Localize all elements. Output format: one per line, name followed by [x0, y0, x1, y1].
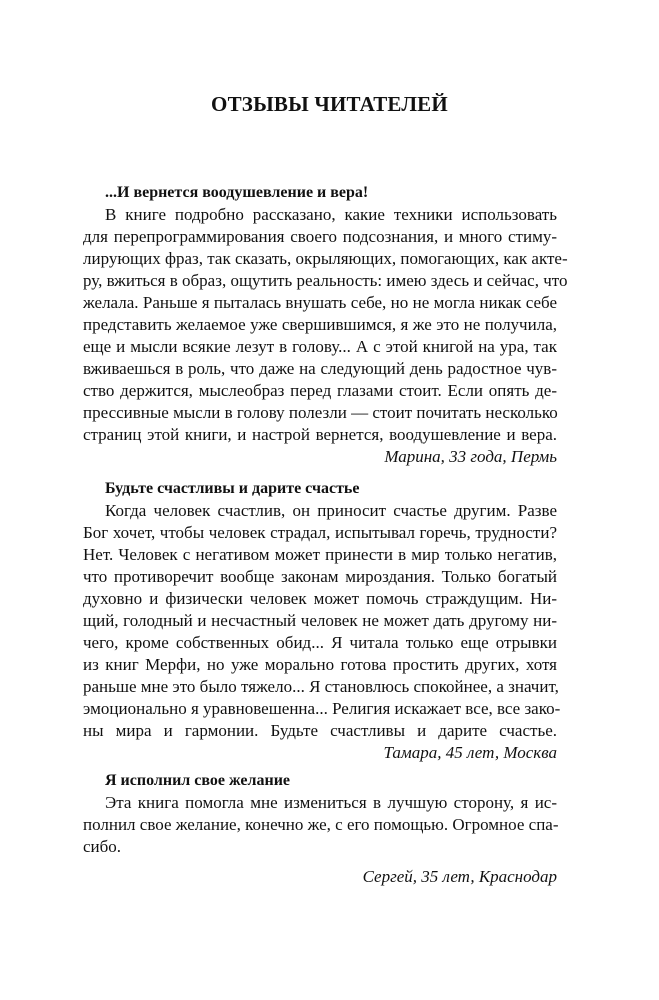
review-line: Нет. Человек с негативом может принести в мир только негатив,	[83, 545, 557, 564]
review-line: Когда человек счастлив, он приносит счастье другим. Разве	[105, 501, 557, 520]
review-line: В книге подробно рассказано, какие техники использовать	[105, 205, 557, 224]
review-line: для перепрограммирования своего подсознания, и много стиму-	[83, 227, 557, 246]
review-line: ны мира и гармонии. Будьте счастливы и дарите счастье.	[83, 721, 557, 740]
review-line: что противоречит вообще законам мироздания. Только богатый	[83, 567, 557, 586]
review-line: представить желаемое уже свершившимся, я же это не получила,	[83, 315, 557, 334]
review-line: вживаешься в роль, что даже на следующий день радостное чув-	[83, 359, 557, 378]
review-2	[83, 478, 561, 764]
review-line: эмоционально я уравновешенна... Религия искажает все, все зако-	[83, 699, 561, 718]
review-signature: Марина, 33 года, Пермь	[384, 447, 557, 466]
review-line: ру, вжиться в образ, ощутить реальность: имею здесь и сейчас, что	[83, 271, 568, 290]
review-line: еще и мысли всякие лезут в голову... А с этой книгой на ура, так	[83, 337, 557, 356]
review-line: желала. Раньше я пыталась внушать себе, но не могла никак себе	[83, 293, 557, 312]
review-heading: Будьте счастливы и дарите счастье	[105, 480, 360, 497]
review-line: чего, кроме собственных обид... Я читала только еще отрывки	[83, 633, 557, 652]
review-line: полнил свое желание, конечно же, с его помощью. Огромное спа-	[83, 815, 559, 834]
page-title: ОТЗЫВЫ ЧИТАТЕЛЕЙ	[211, 92, 448, 116]
review-line: духовно и физически человек может помочь страждущим. Ни-	[83, 589, 557, 608]
review-1	[83, 182, 568, 468]
review-signature: Тамара, 45 лет, Москва	[383, 743, 557, 762]
review-heading: Я исполнил свое желание	[105, 772, 291, 789]
review-line: Бог хочет, чтобы человек страдал, испытывал горечь, трудности?	[83, 523, 557, 542]
review-3	[83, 770, 557, 888]
review-line: щий, голодный и несчастный человек не может дать другому ни-	[83, 611, 557, 630]
review-heading: ...И вернется воодушевление и вера!	[105, 184, 369, 201]
review-line: лирующих фраз, так сказать, окрыляющих, помогающих, как акте-	[83, 249, 568, 268]
review-line: прессивные мысли в голову полезли — стоит почитать несколько	[83, 403, 558, 422]
review-line: страниц этой книги, и настрой вернется, воодушевление и вера.	[83, 425, 557, 444]
review-line: раньше мне это было тяжело... Я становлюсь спокойнее, а значит,	[83, 677, 559, 696]
review-line: ство держится, мыслеобраз перед глазами стоит. Если опять де-	[83, 381, 557, 400]
review-line: Эта книга помогла мне измениться в лучшую сторону, я ис-	[105, 793, 557, 812]
review-line: сибо.	[83, 837, 122, 856]
review-line: из книг Мерфи, но уже морально готова простить других, хотя	[83, 655, 557, 674]
review-signature: Сергей, 35 лет, Краснодар	[362, 867, 557, 886]
